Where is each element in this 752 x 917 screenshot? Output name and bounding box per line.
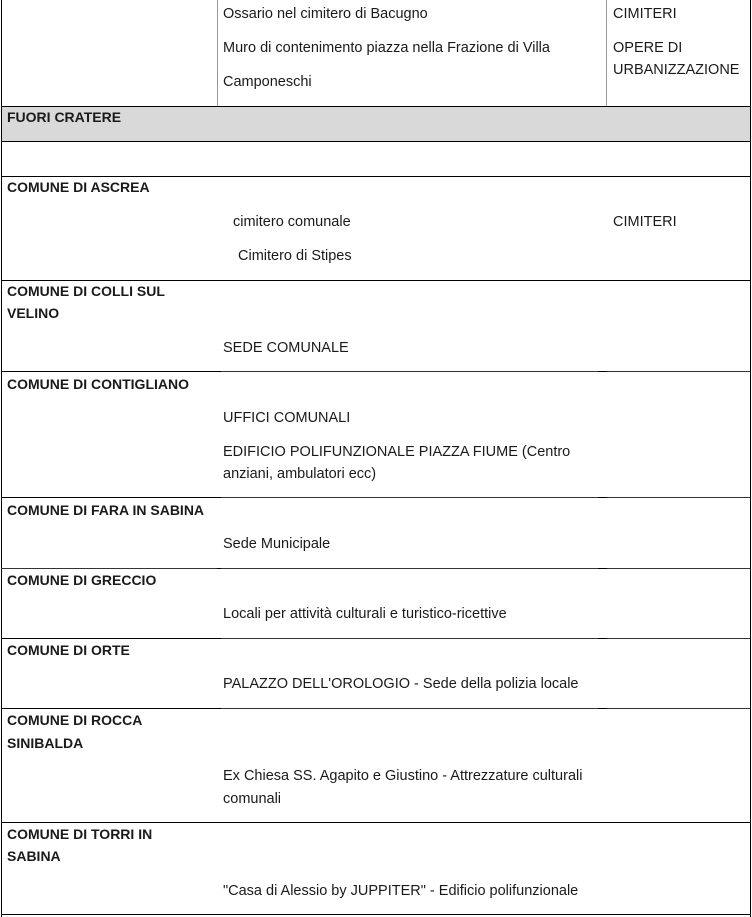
- comune-name: COMUNE DI ASCREA: [7, 179, 150, 195]
- intervento-text: UFFICI COMUNALI: [223, 410, 351, 426]
- comune-name: COMUNE DI GRECCIO: [7, 572, 157, 588]
- row-separator: [1, 914, 751, 915]
- intervento-text: SEDE COMUNALE: [223, 340, 349, 356]
- cell-underline: [607, 568, 750, 569]
- intervento-text: cimitero comunale: [233, 214, 351, 230]
- comune-name: COMUNE DI CONTIGLIANO: [7, 376, 189, 392]
- cell-underline: [607, 497, 750, 498]
- intervento-text: PALAZZO DELL'OROLOGIO - Sede della polizia locale: [223, 676, 579, 692]
- cell-underline: [221, 638, 598, 639]
- intervento-text: comunali: [223, 791, 282, 807]
- comune-name: COMUNE DI TORRI IN: [7, 826, 153, 842]
- column-divider-1: [217, 0, 218, 107]
- categoria-text: CIMITERI: [613, 214, 677, 230]
- intervento-text: Locali per attività culturali e turistico-ricettive: [223, 606, 507, 622]
- cell-underline: [221, 568, 598, 569]
- comune-name: COMUNE DI COLLI SUL: [7, 283, 165, 299]
- cell-underline: [221, 708, 598, 709]
- cell-underline: [221, 497, 598, 498]
- cell-underline: [607, 638, 750, 639]
- comune-name: SINIBALDA: [7, 735, 84, 751]
- intervento-text: Ossario nel cimitero di Bacugno: [223, 6, 428, 22]
- cell-underline: [607, 708, 750, 709]
- table-border-right: [750, 0, 751, 917]
- comune-name: VELINO: [7, 305, 60, 321]
- cell-underline: [607, 371, 750, 372]
- intervento-text: anziani, ambulatori ecc): [223, 466, 377, 482]
- section-heading: FUORI CRATERE: [7, 109, 122, 125]
- categoria-text: CIMITERI: [613, 6, 677, 22]
- categoria-text: OPERE DI: [613, 40, 683, 56]
- categoria-text: URBANIZZAZIONE: [613, 62, 740, 78]
- comune-name: COMUNE DI ROCCA: [7, 712, 143, 728]
- comune-name: COMUNE DI FARA IN SABINA: [7, 502, 205, 518]
- intervento-text: Sede Municipale: [223, 536, 331, 552]
- intervento-text: "Casa di Alessio by JUPPITER" - Edificio polifunzionale: [223, 883, 579, 899]
- row-separator: [1, 141, 751, 142]
- intervento-text: Camponeschi: [223, 74, 312, 90]
- comune-name: SABINA: [7, 848, 61, 864]
- comune-name: COMUNE DI ORTE: [7, 642, 130, 658]
- table-border-left: [1, 0, 2, 917]
- intervento-text: Cimitero di Stipes: [238, 248, 352, 264]
- cell-underline: [221, 371, 598, 372]
- intervento-text: Muro di contenimento piazza nella Frazione di Villa: [223, 40, 550, 56]
- column-divider-2: [606, 0, 607, 107]
- intervento-text: EDIFICIO POLIFUNZIONALE PIAZZA FIUME (Centro: [223, 444, 571, 460]
- intervento-text: Ex Chiesa SS. Agapito e Giustino - Attrezzature culturali: [223, 768, 583, 784]
